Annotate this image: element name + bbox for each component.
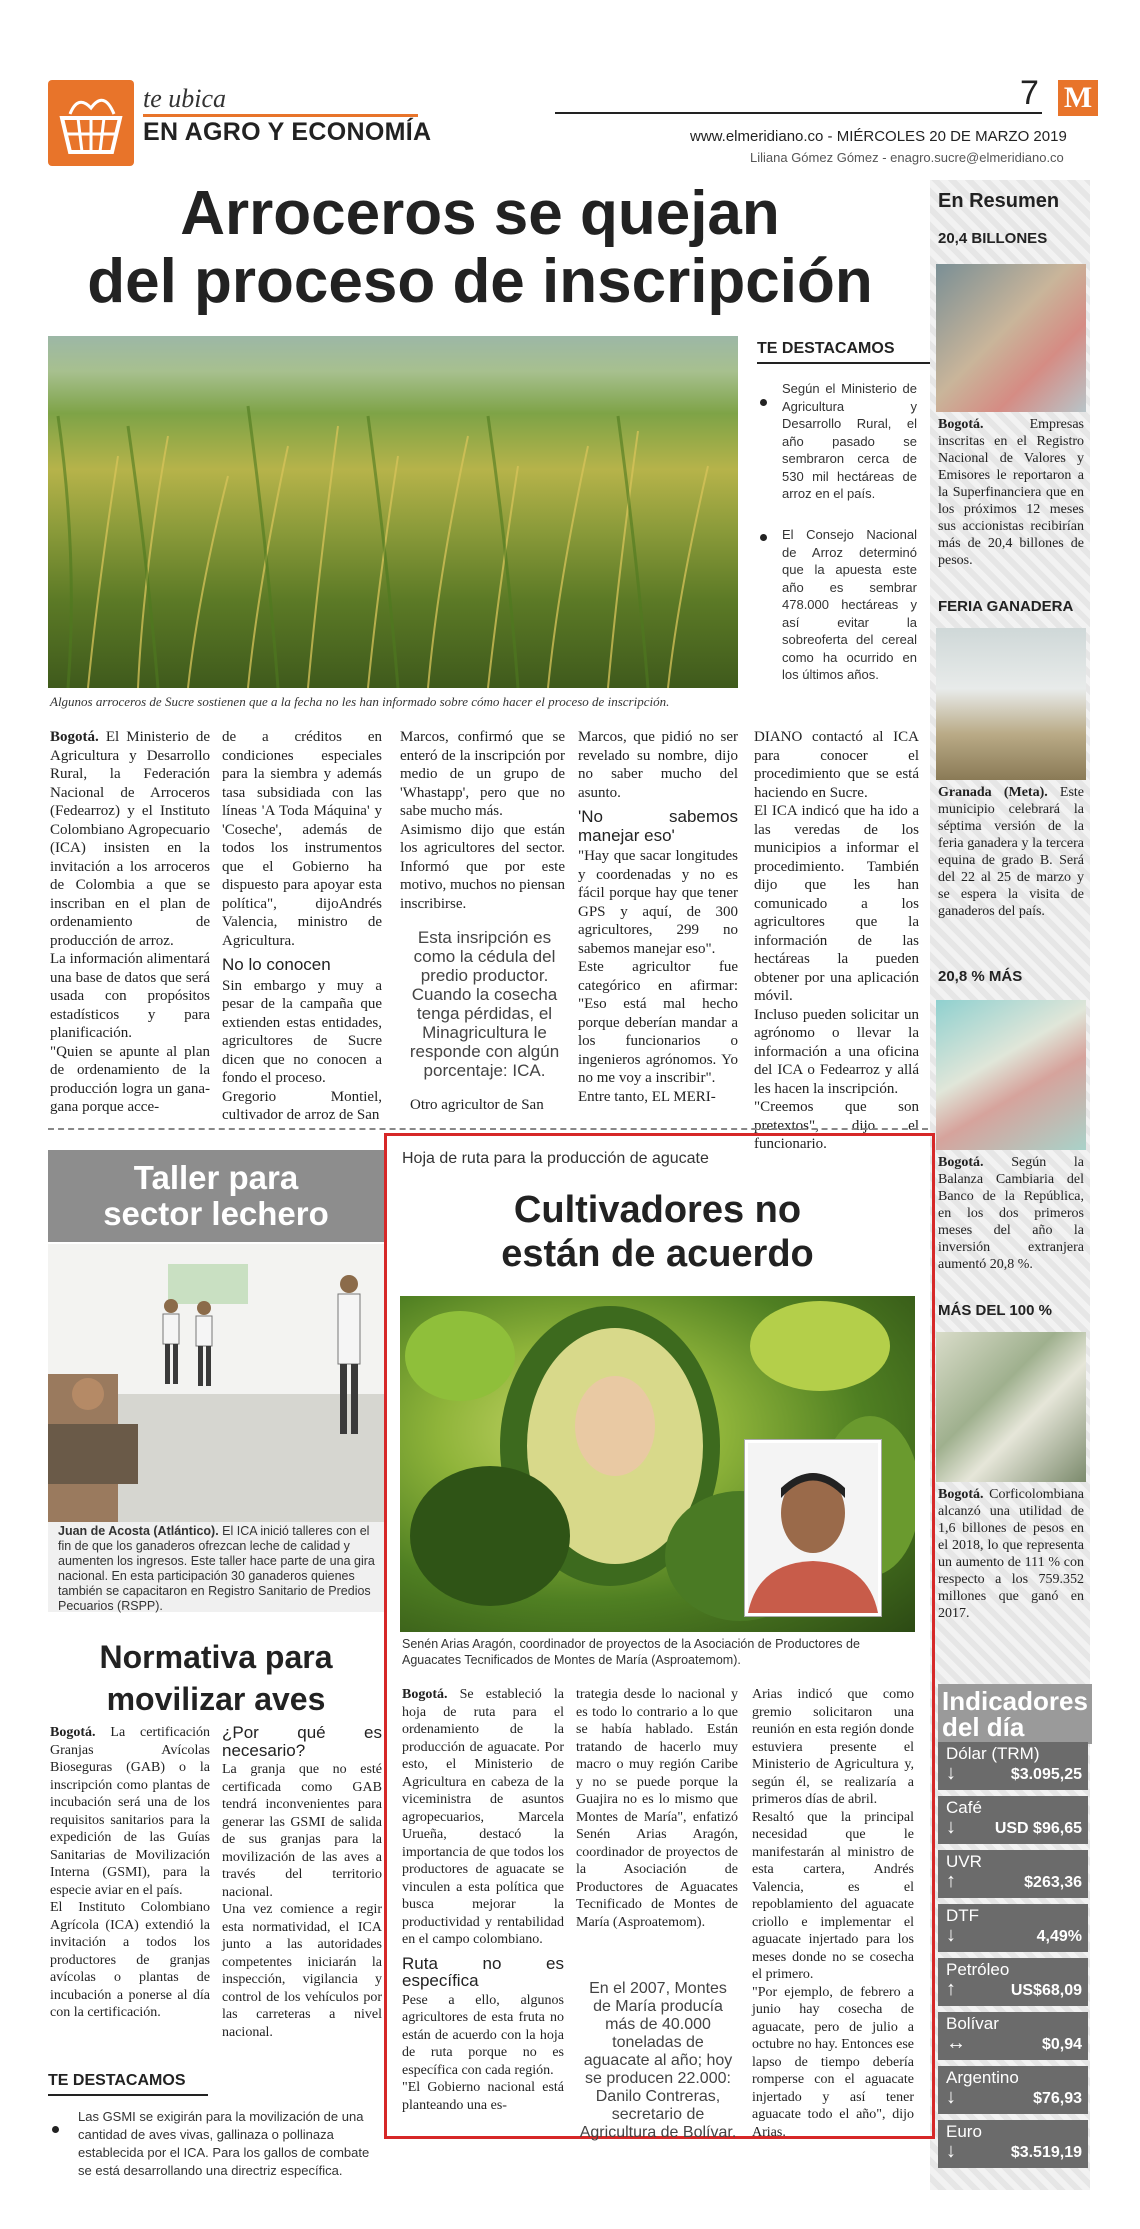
aguacate-column-1 bbox=[402, 1686, 564, 2114]
bullet-icon bbox=[760, 399, 767, 406]
sidebar-item-text bbox=[938, 416, 1084, 569]
article-column-3-tail bbox=[410, 1096, 565, 1115]
te-destacamos-item: Según el Ministerio de Agricultura y Desarrollo Rural, el año pasado se sembraron cerca de 530 mil hectáreas de arroz en el país. bbox=[782, 381, 917, 501]
sidebar-item-head: MÁS DEL 100 % bbox=[938, 1302, 1052, 1319]
dateline-lead: Bogotá. bbox=[938, 1155, 984, 1170]
sidebar-item-text bbox=[938, 1486, 1084, 1622]
sidebar-item-head: 20,8 % MÁS bbox=[938, 968, 1023, 985]
sidebar-paragraph: Corficolombiana alcanzó una utilidad de 1,6 billones de pesos en el 2018, lo que representa un aumento de 111 % con respecto a los 759.352 millones que ganó en 2017. bbox=[938, 1487, 1084, 1621]
arrow-icon: ↑ bbox=[946, 1870, 956, 1892]
arrow-icon: ↓ bbox=[946, 2086, 956, 2108]
headline-line-1: Arroceros se quejan bbox=[180, 179, 780, 248]
aguacate-headline bbox=[390, 1188, 925, 1276]
subheading: ¿Por qué es necesario? bbox=[222, 1723, 382, 1760]
paragraph: Sin embargo y muy a pesar de la campaña que extienden estas entidades, agricultores de Sucre dicen que no conocen a fondo el proceso. bbox=[222, 977, 382, 1086]
paragraph: Marcos, que pidió no ser revelado su nombre, dijo no saber mucho del asunto. bbox=[578, 729, 738, 801]
byline: Liliana Gómez Gómez - enagro.sucre@elmeridiano.co bbox=[750, 150, 1064, 165]
paragraph: Arias indicó que como gremio solicitaron una reunión en esta región donde estuviera presente el Ministerio de Agricultura y, según él, se realizaría a primeros días de abril. bbox=[752, 1687, 914, 1807]
paragraph: "El Gobierno nacional está planteando una es- bbox=[402, 2080, 564, 2113]
normativa-title-line-2: movilizar aves bbox=[106, 1681, 326, 1717]
rice-field-photo bbox=[48, 336, 738, 688]
indicator-argentino bbox=[938, 2066, 1088, 2114]
paragraph: Se estableció la hoja de ruta para el ordenamiento de la producción de aguacate. Por esto, el Ministerio de Agricultura en cabeza de la viceministra de asuntos agropecuarios, Marcela Urueña, destacó la importancia de que todos los productores de aguacate se vinculen a esta política que busca mejorar la productividad y rentabilidad en el campo colombiano. bbox=[402, 1687, 564, 1947]
indicator-petroleo bbox=[938, 1958, 1088, 2006]
taller-title-line-1: Taller para bbox=[133, 1159, 299, 1196]
taller-title-line-2: sector lechero bbox=[103, 1195, 329, 1232]
indicator-value: $263,36 bbox=[1024, 1874, 1082, 1891]
dateline-lead: Juan de Acosta (Atlántico). bbox=[58, 1524, 219, 1538]
sidebar-item-text bbox=[938, 1154, 1084, 1273]
subheading: No lo conocen bbox=[222, 955, 331, 974]
indicator-cafe bbox=[938, 1796, 1088, 1844]
normativa-column-2 bbox=[222, 1724, 382, 2041]
dateline-lead: Bogotá. bbox=[938, 417, 984, 432]
indicator-dolar bbox=[938, 1742, 1088, 1790]
indicator-dtf bbox=[938, 1904, 1088, 1952]
brand-logo: M bbox=[1058, 80, 1098, 116]
arrow-icon: ↓ bbox=[946, 1762, 956, 1784]
sidebar-title: En Resumen bbox=[938, 190, 1060, 212]
page-number: 7 bbox=[1020, 74, 1039, 112]
paragraph: Asimismo dijo que están los agricultores del sector. Informó que por este motivo, muchos no piensan inscribirse. bbox=[400, 821, 565, 912]
paragraph: DIANO contactó al ICA para conocer el procedimiento que se está haciendo en Sucre. bbox=[754, 729, 919, 801]
indicator-name: DTF bbox=[946, 1906, 980, 1925]
indicator-name: UVR bbox=[946, 1852, 982, 1871]
aguacate-kicker: Hoja de ruta para la producción de agucate bbox=[402, 1150, 709, 1167]
paragraph: Entre tanto, EL MERI- bbox=[578, 1088, 716, 1105]
indicator-bolivar bbox=[938, 2012, 1088, 2060]
sidebar-paragraph: Empresas inscritas en el Registro Nacional de Valores y Emisores le reportaron a la Superfinanciera que en los próximos 12 meses sus accionistas recibirían más de 20,4 billones de pesos. bbox=[938, 417, 1084, 568]
paragraph: La información alimentará una base de datos que será usada con propósitos estadísticos y para planificación. bbox=[50, 951, 210, 1041]
aguacate-photo-caption: Senén Arias Aragón, coordinador de proyectos de la Asociación de Productores de Aguacates Tecnificados de Montes de María (Asproatemom). bbox=[402, 1637, 860, 1667]
normativa-column-1 bbox=[50, 1724, 210, 2022]
article-column-2 bbox=[222, 728, 382, 1125]
indicator-name: Café bbox=[946, 1798, 982, 1817]
indicator-value: $3.095,25 bbox=[1010, 1766, 1082, 1783]
indicator-value: 4,49% bbox=[1036, 1928, 1082, 1945]
paragraph: El Ministerio de Agricultura y Desarrollo Rural, la Federación Nacional de Arroceros (Fedearroz) y el Instituto Colombiano Agropecuario (ICA) insisten en la invitación a los arroceros de Colombia a que se inscriban en el plan de ordenamiento de producción de arroz. bbox=[50, 729, 210, 949]
aguacate-pull-quote: En el 2007, Montes de María producía más de 40.000 toneladas de aguacate al año; hoy se producen 22.000: Danilo Contreras, secretario de Agricultura de Bolívar. bbox=[579, 1980, 737, 2141]
paragraph: trategia desde lo nacional y es todo lo contrario a lo que se había hablado. Están tratando de hacerlo muy macro o muy región Caribe y no se puede porque la Guajira no es lo mismo que Montes de María", enfatizó Senén Arias Aragón, coordinador de proyectos de la Asociación de Productores de Aguacates Tecnificado de Montes de María (Asproatemom). bbox=[576, 1687, 738, 1930]
indicator-name: Argentino bbox=[946, 2068, 1019, 2087]
portrait-photo bbox=[745, 1440, 881, 1616]
indicators-title: Indicadores del día bbox=[938, 1684, 1092, 1744]
subheading: 'No sabemos manejar eso' bbox=[578, 807, 738, 845]
paragraph: Pese a ello, algunos agricultores de esta fruta no están de acuerdo con la hoja de ruta porque no es específica con cada región. bbox=[402, 1992, 564, 2078]
paragraph: "Creemos que son pretextos", dijo el funcionario. bbox=[754, 1099, 919, 1152]
indicator-uvr bbox=[938, 1850, 1088, 1898]
caption-text: El ICA inició talleres con el fin de que los ganaderos ofrezcan leche de calidad y aumenten los ingresos. Este taller hace parte de una gira nacional. En esta participación 30 ganaderos quienes también se capacitaron en Registro Sanitario de Predios Pecuarios (RSPP). bbox=[58, 1524, 375, 1613]
aguacate-title-line-1: Cultivadores no bbox=[513, 1189, 802, 1231]
arrow-icon: ↔ bbox=[946, 2032, 966, 2054]
aguacate-column-2 bbox=[576, 1686, 738, 1931]
dateline-lead: Bogotá. bbox=[402, 1687, 448, 1702]
dateline-lead: Bogotá. bbox=[50, 1725, 96, 1740]
article-column-4 bbox=[578, 728, 738, 1106]
paragraph: La certificación Granjas Avícolas Bioseguras (GAB) o la inscripción como plantas de incubación será una de los requisitos sanitarios para la expedición de las Guías Sanitarias de Movilización Interna (GSMI), para la especie aviar en el país. bbox=[50, 1725, 210, 1898]
indicator-value: US$68,09 bbox=[1010, 1982, 1082, 1999]
aguacate-title-line-2: están de acuerdo bbox=[501, 1233, 814, 1275]
section-underline bbox=[143, 114, 418, 117]
normativa-te-destacamos-title: TE DESTACAMOS bbox=[48, 2072, 186, 2089]
normativa-te-destacamos-item: Las GSMI se exigirán para la movilización de una cantidad de aves vivas, gallinaza o pollinaza establecida por el ICA. Para los gallos de combate se está desarrollando una directriz específica. bbox=[78, 2109, 370, 2178]
sidebar-paragraph: Este municipio celebrará la séptima versión de la feria ganadera y la tercera equina de grado B. Será del 22 al 25 de marzo y se espera la visita de ganaderos del país. bbox=[938, 785, 1085, 919]
paragraph: El ICA indicó que ha ido a las veredas de los municipios a informar el procedimiento. También dijo que les han comunicado a los agricultores que la información de las hectáreas la pueden obtener por una aplicación móvil. bbox=[754, 803, 919, 1004]
subheading: Ruta no es específica bbox=[402, 1953, 564, 1990]
sidebar-item-head: FERIA GANADERA bbox=[938, 598, 1074, 615]
main-headline bbox=[40, 180, 920, 316]
paragraph: Este agricultor fue categórico en afirmar: "Eso está mal hecho porque deberían mandar a los funcionarios o ingenieros agrónomos. Yo no me voy a inscribir". bbox=[578, 959, 738, 1086]
normativa-te-destacamos-rule bbox=[48, 2094, 208, 2096]
bullet-icon bbox=[760, 534, 767, 541]
arrow-icon: ↓ bbox=[946, 1924, 956, 1946]
article-column-1 bbox=[50, 728, 210, 1117]
paragraph: "Por ejemplo, de febrero a junio hay cosecha de aguacate, pero de julio a octubre no hay. Entonces ese lapso de tiempo debería romperse con el aguacate injertado y así tener aguacate todo el año", dijo Arias. bbox=[752, 1984, 914, 2140]
paragraph: "Hay que sacar longitudes y coordenadas y no es fácil porque hay que tener GPS y aquí, de 300 agricultores, 299 no sabemos manejar eso". bbox=[578, 848, 738, 957]
dateline-lead: Bogotá. bbox=[938, 1487, 984, 1502]
article-column-5 bbox=[754, 728, 919, 1154]
headline-line-2: del proceso de inscripción bbox=[87, 247, 873, 316]
indicator-value: USD $96,65 bbox=[994, 1820, 1082, 1837]
normativa-title-line-1: Normativa para bbox=[99, 1639, 333, 1675]
taller-banner bbox=[48, 1150, 384, 1242]
te-destacamos-item: El Consejo Nacional de Arroz determinó que la apuesta este año es sembrar 478.000 hectáreas y así evitar la sobreoferta del cereal como ha ocurrido en los últimos años. bbox=[782, 527, 917, 682]
section-kicker: te ubica bbox=[143, 84, 227, 113]
paragraph: La granja que no esté certificada como GAB tendrá inconvenientes para generar las GSMI de salida de sus granjas para la movilización de las aves a través del territorio nacional. bbox=[222, 1762, 382, 1900]
te-destacamos-title: TE DESTACAMOS bbox=[757, 340, 895, 357]
banknotes-photo bbox=[936, 1000, 1086, 1150]
rice-photo-caption: Algunos arroceros de Sucre sostienen que a la fecha no les han informado sobre cómo hacer el proceso de inscripción. bbox=[50, 694, 670, 709]
taller-caption bbox=[58, 1524, 380, 1614]
paragraph: de a créditos en condiciones especiales para la siembra y además tasa subsidiada con las líneas 'A Toda Máquina' y 'Coseche', además de todos los instrumentos que el Gobierno ha dispuesto para apoyar esta política", dijoAndrés Valencia, ministro de Agricultura. bbox=[222, 729, 382, 949]
indicator-name: Petróleo bbox=[946, 1960, 1010, 1979]
header-rule bbox=[555, 112, 1042, 114]
dateline-lead: Bogotá. bbox=[50, 729, 99, 745]
paragraph: Una vez comience a regir esta normatividad, el ICA junto a las autoridades competentes iniciarán la inspección, vigilancia y control de los vehículos por las carreteras a nivel nacional. bbox=[222, 1902, 382, 2040]
dateline-lead: Granada (Meta). bbox=[938, 785, 1048, 800]
pull-quote: Esta insripción es como la cédula del predio productor. Cuando la cosecha tenga pérdidas, el Minagricultura le responde con algún porcentaje: ICA. bbox=[409, 928, 560, 1080]
indicator-euro bbox=[938, 2120, 1088, 2168]
article-column-3 bbox=[400, 728, 565, 913]
cattle-fair-photo bbox=[936, 628, 1086, 780]
section-title: EN AGRO Y ECONOMÍA bbox=[143, 118, 432, 146]
dateline: www.elmeridiano.co - MIÉRCOLES 20 DE MARZO 2019 bbox=[690, 128, 1067, 145]
indicator-name: Bolívar bbox=[946, 2014, 999, 2033]
indicator-value: $3.519,19 bbox=[1010, 2144, 1082, 2161]
arrow-icon: ↓ bbox=[946, 2140, 956, 2162]
indicator-name: Euro bbox=[946, 2122, 982, 2141]
paragraph: Incluso pueden solicitar un agrónomo o llevar la información a una oficina del ICA o Fedearroz y allá les hacen la inscripción. bbox=[754, 1006, 919, 1097]
sidebar-item-head: 20,4 BILLONES bbox=[938, 230, 1048, 247]
bullet-icon bbox=[52, 2126, 59, 2133]
arrow-icon: ↑ bbox=[946, 1978, 956, 2000]
sidebar-paragraph: Según la Balanza Cambiaria del Banco de la República, en los dos primeros meses del año la inversión extranjera aumentó 20,8 %. bbox=[938, 1155, 1084, 1272]
indicator-value: $76,93 bbox=[1033, 2090, 1082, 2107]
indicator-value: $0,94 bbox=[1041, 2036, 1082, 2053]
dollars-photo bbox=[936, 1332, 1086, 1482]
te-destacamos-rule bbox=[757, 362, 932, 364]
section-divider bbox=[48, 1128, 928, 1130]
paragraph: Resaltó que la principal necesidad que le manifestarán al ministro de esta cartera, Andrés Valencia, es el repoblamiento del aguacate criollo e implementar el aguacate injertado para los meses donde no se cosecha el primero. bbox=[752, 1809, 914, 1982]
paragraph: Gregorio Montiel, cultivador de arroz de San bbox=[222, 1088, 382, 1123]
money-photo bbox=[936, 264, 1086, 412]
workshop-photo bbox=[48, 1244, 384, 1524]
paragraph: "Quien se apunte al plan de ordenamiento de la producción logra un gana-gana porque acce- bbox=[50, 1043, 210, 1115]
sidebar-item-text bbox=[938, 784, 1084, 920]
normativa-headline bbox=[48, 1636, 384, 1720]
indicator-name: Dólar (TRM) bbox=[946, 1744, 1040, 1763]
paragraph: Marcos, confirmó que se enteró de la inscripción por medio de un grupo de 'Whastapp', pero que no sabe mucho más. bbox=[400, 729, 565, 819]
aguacate-column-3 bbox=[752, 1686, 914, 2141]
paragraph: El Instituto Colombiano Agrícola (ICA) extendió la invitación a todos los productores de granjas avícolas o plantas de incubación a ponerse al día con la certificación. bbox=[50, 1900, 210, 2020]
section-logo-basket-icon bbox=[48, 80, 134, 166]
paragraph: Otro agricultor de San bbox=[410, 1097, 544, 1113]
arrow-icon: ↓ bbox=[946, 1816, 956, 1838]
